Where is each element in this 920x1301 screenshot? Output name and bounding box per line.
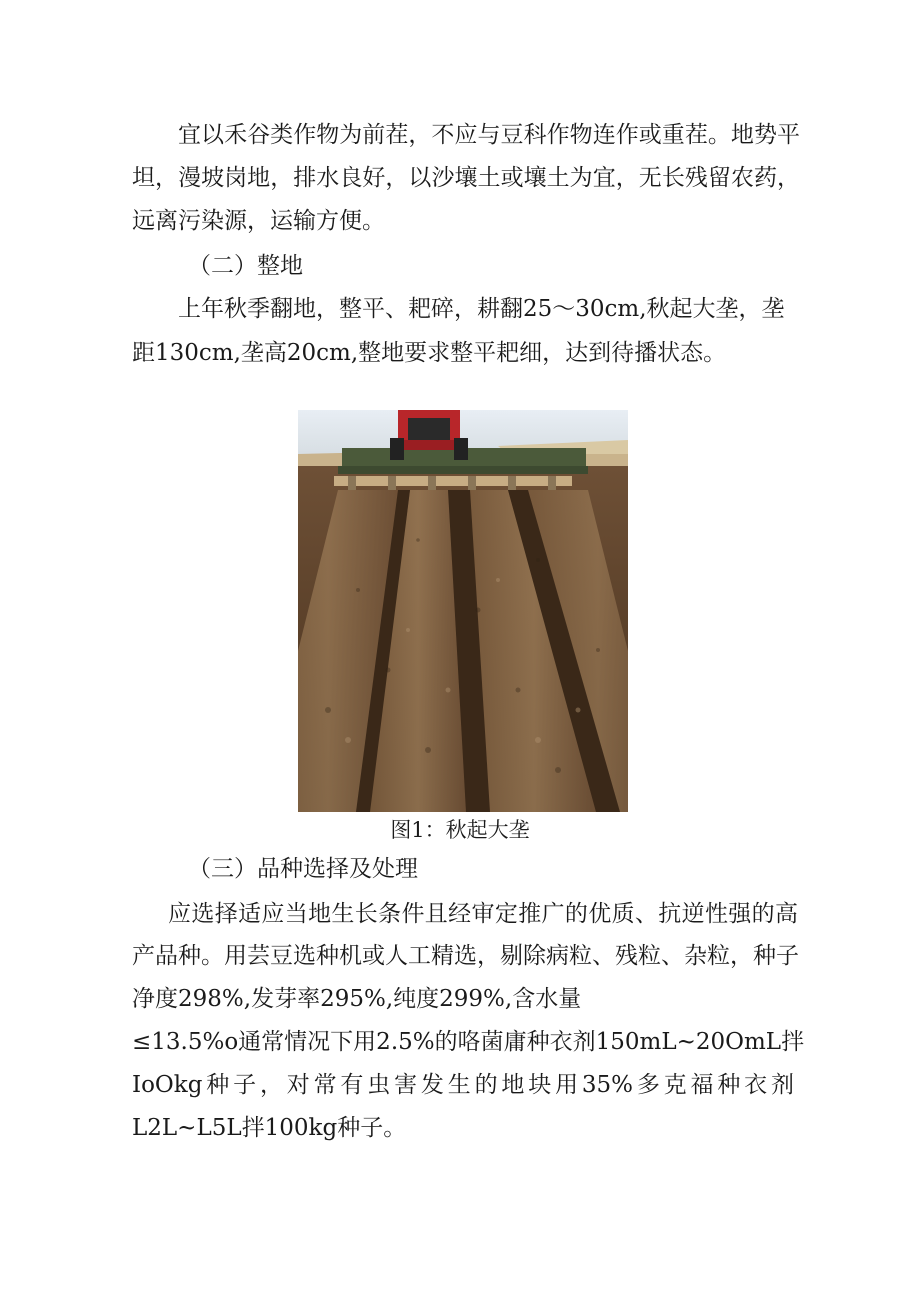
section-2-line-2: 距130cm,垄高20cm,整地要求整平耙细，达到待播状态。 [132,340,727,366]
section-3-line-4: ≤13.5%o通常情况下用2.5%的咯菌庸种衣剂150mL~20OmL拌 [132,1029,805,1055]
field-photo [298,410,628,812]
section-3-heading: （三）品种选择及处理 [188,856,418,882]
figure-caption: 图1：秋起大垄 [390,818,530,842]
paragraph-1-line-2: 坦，漫坡岗地，排水良好，以沙壤土或壤土为宜，无长残留农药， [132,165,800,191]
section-2-heading: （二）整地 [188,253,303,279]
section-3-line-1: 应选择适应当地生长条件且经审定推广的优质、抗逆性强的高 [168,901,798,927]
section-3-line-3: 净度298%,发芽率295%,纯度299%,含水量 [132,986,582,1012]
paragraph-1-line-1: 宜以禾谷类作物为前茬，不应与豆科作物连作或重茬。地势平 [178,122,800,148]
section-3-line-2: 产品种。用芸豆选种机或人工精选，剔除病粒、残粒、杂粒，种子 [132,943,799,969]
section-3-line-5: IoOkg种子，对常有虫害发生的地块用35%多克福种衣剂 [132,1072,794,1098]
section-2-line-1: 上年秋季翻地，整平、耙碎，耕翻25～30cm,秋起大垄，垄 [178,296,785,322]
paragraph-1-line-3: 远离污染源，运输方便。 [132,208,385,234]
section-3-line-6: L2L~L5L拌100kg种子。 [132,1115,407,1141]
